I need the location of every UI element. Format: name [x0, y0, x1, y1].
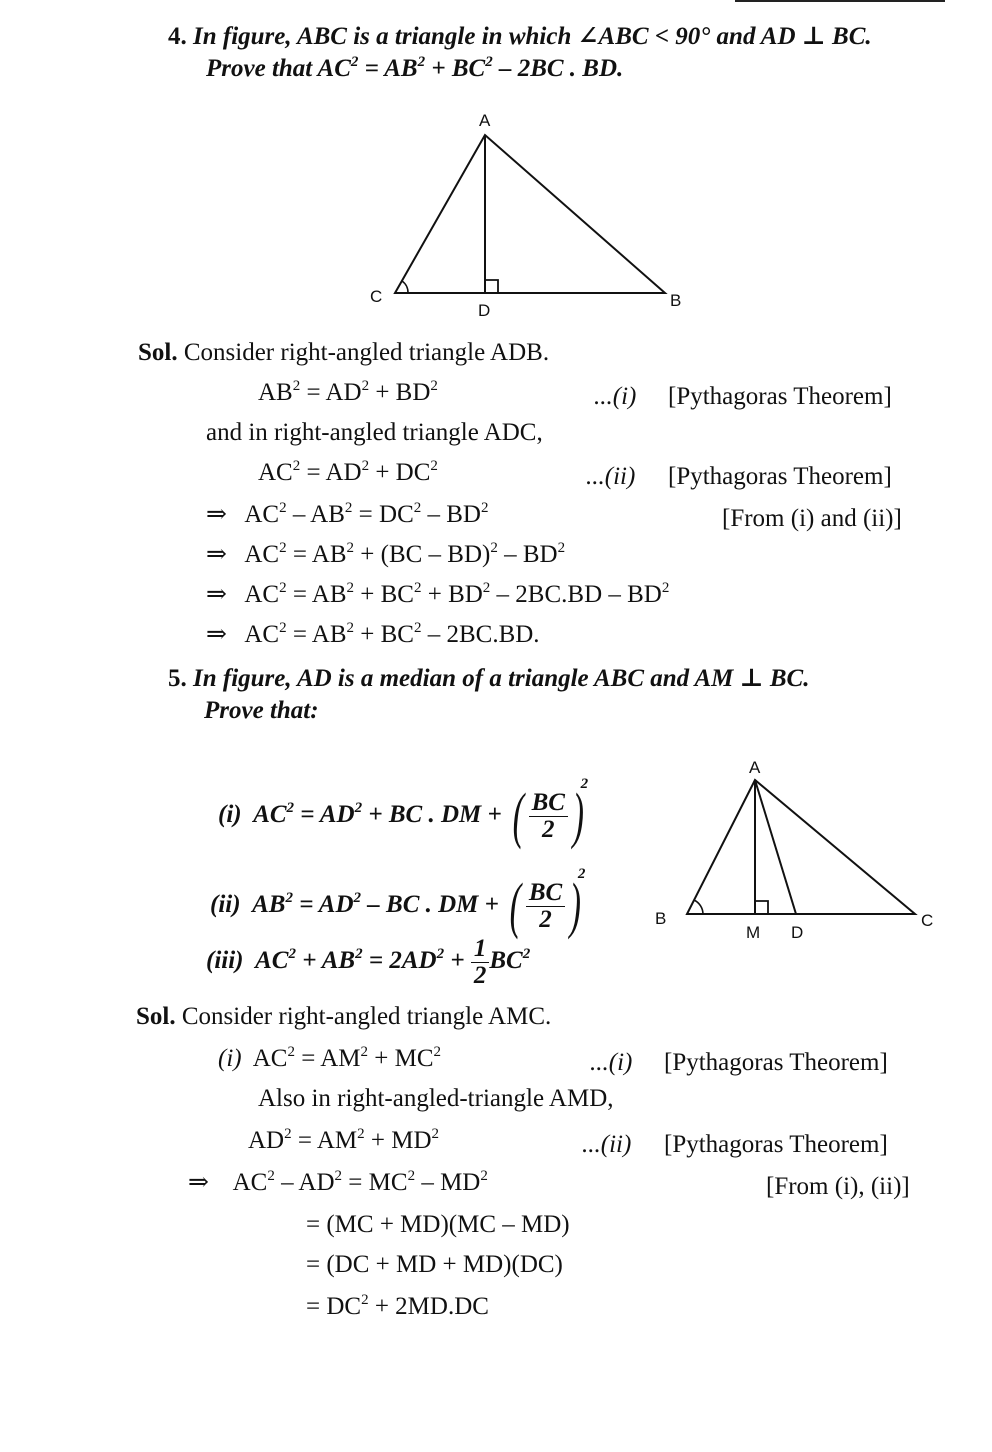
q5-statement: In figure, AD is a median of a triangle ABC and AM ⊥ BC. [193, 665, 810, 692]
label-a: A [479, 111, 491, 130]
sol5-eq3: ⇒ $AC^2 - AD^2 = MC^2 - MD^2$ [188, 1168, 488, 1196]
label-d: D [791, 923, 804, 942]
sol5-eq6: = $DC^2 + 2MD.DC$ [306, 1292, 489, 1320]
sol4-intro-line [138, 338, 549, 368]
q5-part-i: (i) $AC^2 = AD^2$ + BC . DM + ( $\frac{BC}{2}$ )$^2$ [218, 776, 589, 851]
right-angle-mark [485, 280, 498, 293]
sol4-eq3-reason: [From (i) and (ii)] [722, 505, 902, 532]
fraction-one-half: $\frac{1}{2}$ [471, 936, 490, 989]
sol5-eq2-reason: [Pythagoras Theorem] [664, 1131, 888, 1158]
sol4-eq1-tag: ...(i) [594, 383, 637, 410]
triangle-abc [395, 135, 665, 293]
sol5-eq2-tag: ...(ii) [582, 1131, 632, 1158]
sol4-eq2-reason: [Pythagoras Theorem] [668, 463, 892, 490]
sol5-eq3-reason: [From (i), (ii)] [766, 1173, 910, 1200]
sol5-eq2: $AD^2 = AM^2 + MD^2$ [248, 1126, 440, 1154]
sol5-eq5: = (DC + MD + MD)(DC) [306, 1251, 563, 1278]
q5-triangle-figure [645, 750, 945, 950]
label-b: B [670, 291, 682, 310]
sol4-eq6: ⇒ $AC^2 = AB^2 + BC^2 - 2BC.BD$. [206, 620, 540, 648]
top-rule [735, 0, 945, 2]
q5-part-iii: (iii) $AC^2 + AB^2 = 2AD^2$ + $\frac{1}{2}$ $BC^2$ [206, 934, 531, 989]
sol4-eq4: ⇒ $AC^2 = AB^2 + (BC - BD)^2 - BD^2$ [206, 540, 566, 568]
label-m: M [746, 923, 761, 942]
angle-c-arc [402, 281, 408, 293]
q5-number: 5. [168, 665, 187, 692]
sol5-eq1-reason: [Pythagoras Theorem] [664, 1049, 888, 1076]
sol4-eq2-tag: ...(ii) [586, 463, 636, 490]
sol5-eq1-tag: ...(i) [590, 1049, 633, 1076]
sol4-label: Sol. [138, 339, 178, 366]
median-ad [755, 780, 796, 914]
label-c: C [370, 287, 383, 306]
label-b: B [655, 909, 667, 928]
triangle-abc [687, 780, 915, 914]
q4-line2: Prove that $AC^2 = AB^2 + BC^2 - 2BC$ . BD. [206, 54, 624, 82]
right-paren: ) [569, 872, 582, 941]
sol5-intro: Consider right-angled triangle AMC. [181, 1003, 552, 1030]
q5-line2: Prove that: [204, 697, 319, 724]
sol4-intro: Consider right-angled triangle ADB. [183, 339, 550, 366]
sol4-eq3: ⇒ $AC^2 - AB^2 = DC^2 - BD^2$ [206, 500, 489, 528]
sol5-label: Sol. [136, 1003, 176, 1030]
q4-number: 4. [168, 23, 187, 50]
q4-statement: In figure, ABC is a triangle in which ∠ABC < 90° and AD ⊥ BC. [193, 23, 872, 50]
sol4-eq1: $AB^2 = AD^2 + BD^2$ [258, 378, 438, 406]
label-c: C [921, 911, 934, 930]
sol5-eq1: (i) $AC^2 = AM^2 + MC^2$ [218, 1044, 441, 1072]
sol5-intro-line [136, 1002, 551, 1032]
sol4-mid-text: and in right-angled triangle ADC, [206, 419, 543, 446]
sol5-mid-text: Also in right-angled-triangle AMD, [258, 1085, 614, 1112]
right-paren: ) [572, 782, 584, 851]
sol4-eq1-reason: [Pythagoras Theorem] [668, 383, 892, 410]
q4-triangle-figure [360, 100, 700, 330]
label-d: D [478, 301, 491, 320]
angle-b-arc [694, 900, 703, 914]
right-angle-mark [755, 901, 768, 914]
label-a: A [749, 758, 761, 777]
sol4-eq2: $AC^2 = AD^2 + DC^2$ [258, 458, 438, 486]
sol4-eq5: ⇒ $AC^2 = AB^2 + BC^2 + BD^2 - 2BC.BD - BD^2$ [206, 580, 670, 608]
q5-line1 [168, 664, 809, 694]
left-paren: ( [509, 872, 522, 941]
q5-part-ii: (ii) $AB^2 = AD^2$ – BC . DM + ( $\frac{BC}{2}$ )$^2$ [210, 866, 586, 941]
q4-line1 [168, 22, 872, 52]
fraction-bc-over-2: $\frac{BC}{2}$ [529, 790, 568, 843]
sol5-eq4: = (MC + MD)(MC – MD) [306, 1211, 570, 1238]
left-paren: ( [512, 782, 524, 851]
fraction-bc-over-2: $\frac{BC}{2}$ [526, 880, 565, 933]
